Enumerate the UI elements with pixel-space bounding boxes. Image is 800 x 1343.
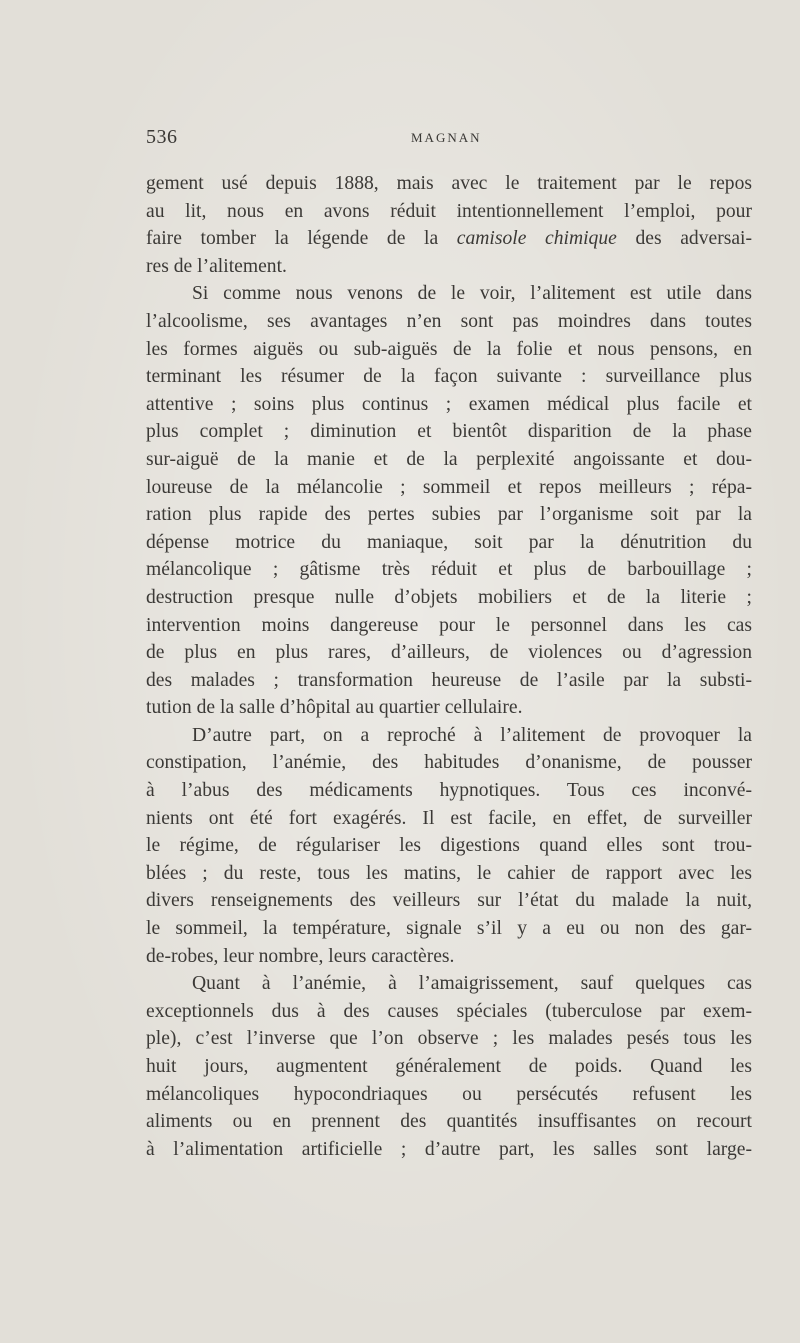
- paragraph: [146, 280, 752, 722]
- body-text: [146, 170, 752, 1163]
- text-line: Si comme nous venons de le voir, l’alitement est utile dans: [192, 283, 752, 305]
- text-line: ple), c’est l’inverse que l’on observe ; les malades pesés tous les: [146, 1028, 752, 1050]
- text-line: mélancoliques hypocondriaques ou persécutés refusent les: [146, 1083, 752, 1105]
- text-line: divers renseignements des veilleurs sur l’état du malade la nuit,: [146, 890, 752, 912]
- text-line: le sommeil, la température, signale s’il y a eu ou non des gar-: [146, 918, 752, 940]
- text-line: gement usé depuis 1888, mais avec le traitement par le repos: [146, 173, 752, 194]
- text-line: mélancolique ; gâtisme très réduit et plus de barbouillage ;: [146, 559, 752, 581]
- text-line: intervention moins dangereuse pour le personnel dans les cas: [146, 614, 752, 636]
- text-line: des malades ; transformation heureuse de l’asile par la substi-: [146, 669, 752, 691]
- text-line: nients ont été fort exagérés. Il est facile, en effet, de surveiller: [146, 807, 752, 829]
- text-line: plus complet ; diminution et bientôt disparition de la phase: [146, 421, 752, 443]
- text-line: res de l’alitement.: [146, 255, 287, 277]
- text-line: ration plus rapide des pertes subies par l’organisme soit par la: [146, 504, 752, 526]
- text-line: blées ; du reste, tous les matins, le cahier de rapport avec les: [146, 862, 752, 884]
- text-line: terminant les résumer de la façon suivante : surveillance plus: [146, 366, 752, 388]
- text-line: à l’alimentation artificielle ; d’autre part, les salles sont large-: [146, 1138, 752, 1160]
- text-line: aliments ou en prennent des quantités insuffisantes on recourt: [146, 1111, 752, 1133]
- text-line: [146, 225, 752, 253]
- text-line: au lit, nous en avons réduit intentionnellement l’emploi, pour: [146, 200, 752, 222]
- text-line: Quant à l’anémie, à l’amaigrissement, sauf quelques cas: [192, 973, 752, 995]
- text-line: huit jours, augmentent généralement de poids. Quand les: [146, 1056, 752, 1077]
- text-line: loureuse de la mélancolie ; sommeil et repos meilleurs ; répa-: [146, 476, 752, 498]
- text-line: le régime, de régulariser les digestions quand elles sont trou-: [146, 835, 752, 857]
- text-line: sur-aiguë de la manie et de la perplexité angoissante et dou-: [146, 448, 752, 470]
- text-line: à l’abus des médicaments hypnotiques. Tous ces inconvé-: [146, 780, 752, 802]
- text-line: destruction presque nulle d’objets mobiliers et de la literie ;: [146, 586, 752, 608]
- page-number: 536: [146, 126, 178, 148]
- text-line: dépense motrice du maniaque, soit par la dénutrition du: [146, 531, 752, 553]
- paragraph: [146, 722, 752, 970]
- text-line: tution de la salle d’hôpital au quartier cellulaire.: [146, 697, 523, 719]
- paragraph: [146, 970, 752, 1163]
- text-line: de-robes, leur nombre, leurs caractères.: [146, 945, 455, 967]
- italic-phrase: camisole chimique: [456, 228, 617, 250]
- text-segment: des adversai-: [616, 228, 753, 250]
- text-line: de plus en plus rares, d’ailleurs, de violences ou d’agression: [146, 642, 752, 664]
- text-line: exceptionnels dus à des causes spéciales (tuberculose par exem-: [146, 1000, 752, 1022]
- text-line: l’alcoolisme, ses avantages n’en sont pas moindres dans toutes: [146, 310, 752, 332]
- text-line: attentive ; soins plus continus ; examen médical plus facile et: [146, 393, 752, 415]
- text-line: D’autre part, on a reproché à l’alitement de provoquer la: [192, 724, 752, 746]
- running-title: MAGNAN: [411, 130, 482, 145]
- text-segment: faire tomber la légende de la: [146, 228, 457, 250]
- text-line: constipation, l’anémie, des habitudes d’onanisme, de pousser: [146, 752, 752, 774]
- running-head: [146, 126, 750, 150]
- paragraph: [146, 170, 752, 280]
- text-line: les formes aiguës ou sub-aiguës de la folie et nous pensons, en: [146, 338, 752, 360]
